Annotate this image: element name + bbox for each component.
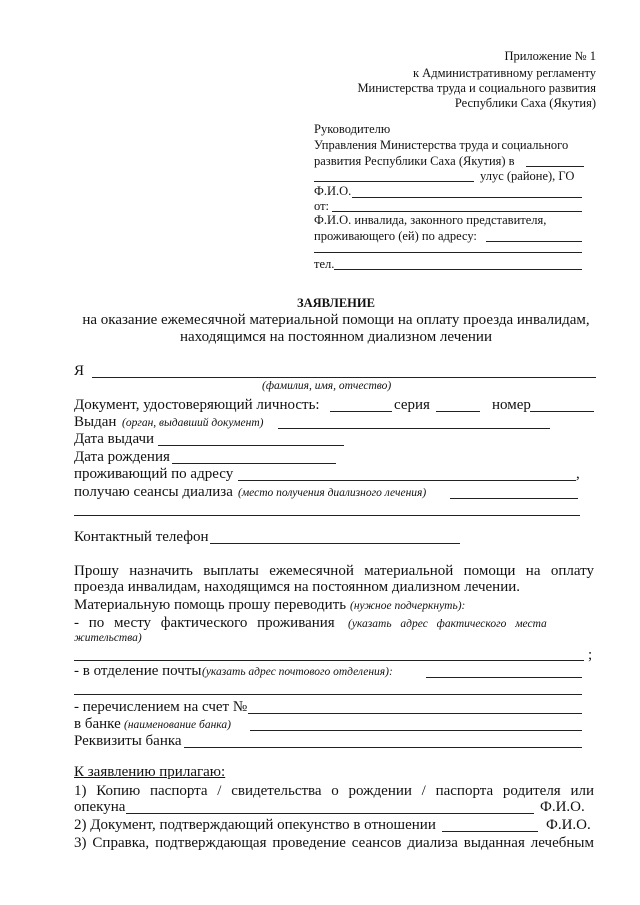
issue-date-label: Дата выдачи: [74, 431, 155, 447]
from-field[interactable]: [332, 211, 582, 212]
statement-subtitle-2: находящимся на постоянном диализном лечении: [180, 329, 492, 345]
addressee-department: Управления Министерства труда и социального: [314, 138, 569, 152]
dialysis-field[interactable]: [450, 498, 578, 499]
attachments-title: К заявлению прилагаю:: [74, 764, 226, 780]
district-field[interactable]: [526, 166, 584, 167]
attachment-1-field[interactable]: [126, 813, 534, 814]
option-post-hint: (указать адрес почтового отделения):: [202, 666, 393, 678]
bank-name-field[interactable]: [250, 730, 582, 731]
invalid-address-field[interactable]: [486, 241, 582, 242]
dialysis-field-2[interactable]: [74, 515, 580, 516]
attachment-2-fio: Ф.И.О.: [546, 817, 591, 833]
series-label: серия: [394, 397, 430, 413]
attachment-1-fio: Ф.И.О.: [540, 799, 585, 815]
series-field[interactable]: [436, 411, 480, 412]
birth-date-label: Дата рождения: [74, 449, 170, 465]
statement-title: ЗАЯВЛЕНИЕ: [297, 296, 375, 310]
attachment-3-line-1: 3) Справка, подтверждающая проведение сеансов диализа выданная лечебным: [74, 835, 594, 851]
post-office-field[interactable]: [426, 677, 582, 678]
district-name-field[interactable]: [314, 181, 474, 182]
appendix-republic: Республики Саха (Якутия): [454, 96, 596, 110]
addressee-fio-label: Ф.И.О.: [314, 184, 352, 198]
bank-hint: (наименование банка): [124, 719, 231, 731]
post-office-field-2[interactable]: [74, 694, 582, 695]
appendix-number: Приложение № 1: [504, 49, 596, 63]
addressee-fio-field[interactable]: [352, 197, 582, 198]
option-residence-hint-1: (указать адрес фактического места: [348, 618, 547, 630]
id-document-field[interactable]: [330, 411, 392, 412]
appendix-regulation: к Административному регламенту: [412, 66, 596, 80]
invalid-fio-label: Ф.И.О. инвалида, законного представителя,: [314, 213, 547, 227]
issued-label: Выдан: [74, 414, 117, 430]
option-residence-hint-2: жительства): [74, 632, 142, 644]
request-line-1: Прошу назначить выплаты ежемесячной материальной помощи на оплату: [74, 563, 594, 579]
addressee-head: Руководителю: [314, 122, 391, 136]
bank-label: в банке: [74, 716, 121, 732]
residence-semicolon: ;: [588, 647, 593, 663]
attachment-1-line-1: 1) Копию паспорта / свидетельства о рождении / паспорта родителя или: [74, 783, 594, 799]
option-account-label: - перечислением на счет №: [74, 699, 248, 715]
issued-field[interactable]: [278, 428, 550, 429]
tel-label: тел.: [314, 257, 335, 271]
tel-field[interactable]: [334, 269, 582, 270]
fio-hint: (фамилия, имя, отчество): [262, 380, 392, 392]
addressee-department-cont: развития Республики Саха (Якутия) в: [314, 154, 515, 168]
attachment-2-label: 2) Документ, подтверждающий опекунство в отношении: [74, 817, 436, 833]
number-label: номер: [492, 397, 531, 413]
birth-date-field[interactable]: [172, 463, 336, 464]
attachment-1-line-2: опекуна: [74, 799, 126, 815]
statement-subtitle-1: на оказание ежемесячной материальной помощи на оплату проезда инвалидам,: [82, 312, 590, 328]
address-comma: ,: [576, 466, 580, 482]
from-label: от:: [314, 199, 330, 213]
bank-details-field[interactable]: [184, 747, 582, 748]
residence-address-field[interactable]: [74, 660, 584, 661]
address-label: проживающий по адресу: [74, 466, 234, 482]
ya-label: Я: [74, 363, 85, 379]
issued-hint: (орган, выдавший документ): [122, 417, 264, 429]
applicant-fio-field[interactable]: [92, 377, 596, 378]
invalid-address-field-2[interactable]: [314, 252, 582, 253]
address-field[interactable]: [238, 480, 576, 481]
number-field[interactable]: [530, 411, 594, 412]
invalid-address-label: проживающего (ей) по адресу:: [314, 229, 477, 243]
bank-details-label: Реквизиты банка: [74, 733, 182, 749]
request-line-2: проезда инвалидам, находящимся на постоянном диализном лечении.: [74, 579, 521, 595]
id-document-label: Документ, удостоверяющий личность:: [74, 397, 320, 413]
district-suffix: улус (районе), ГО: [480, 169, 575, 183]
dialysis-label: получаю сеансы диализа: [74, 484, 233, 500]
phone-field[interactable]: [210, 543, 460, 544]
option-residence-label: - по месту фактического проживания: [74, 615, 335, 631]
appendix-ministry: Министерства труда и социального развития: [357, 81, 596, 95]
transfer-label: Материальную помощь прошу переводить: [74, 597, 347, 613]
account-number-field[interactable]: [248, 713, 582, 714]
option-post-label: - в отделение почты: [74, 663, 202, 679]
dialysis-hint: (место получения диализного лечения): [238, 487, 427, 499]
transfer-hint: (нужное подчеркнуть):: [350, 600, 466, 612]
issue-date-field[interactable]: [158, 445, 344, 446]
attachment-2-field[interactable]: [442, 831, 538, 832]
phone-label: Контактный телефон: [74, 529, 209, 545]
